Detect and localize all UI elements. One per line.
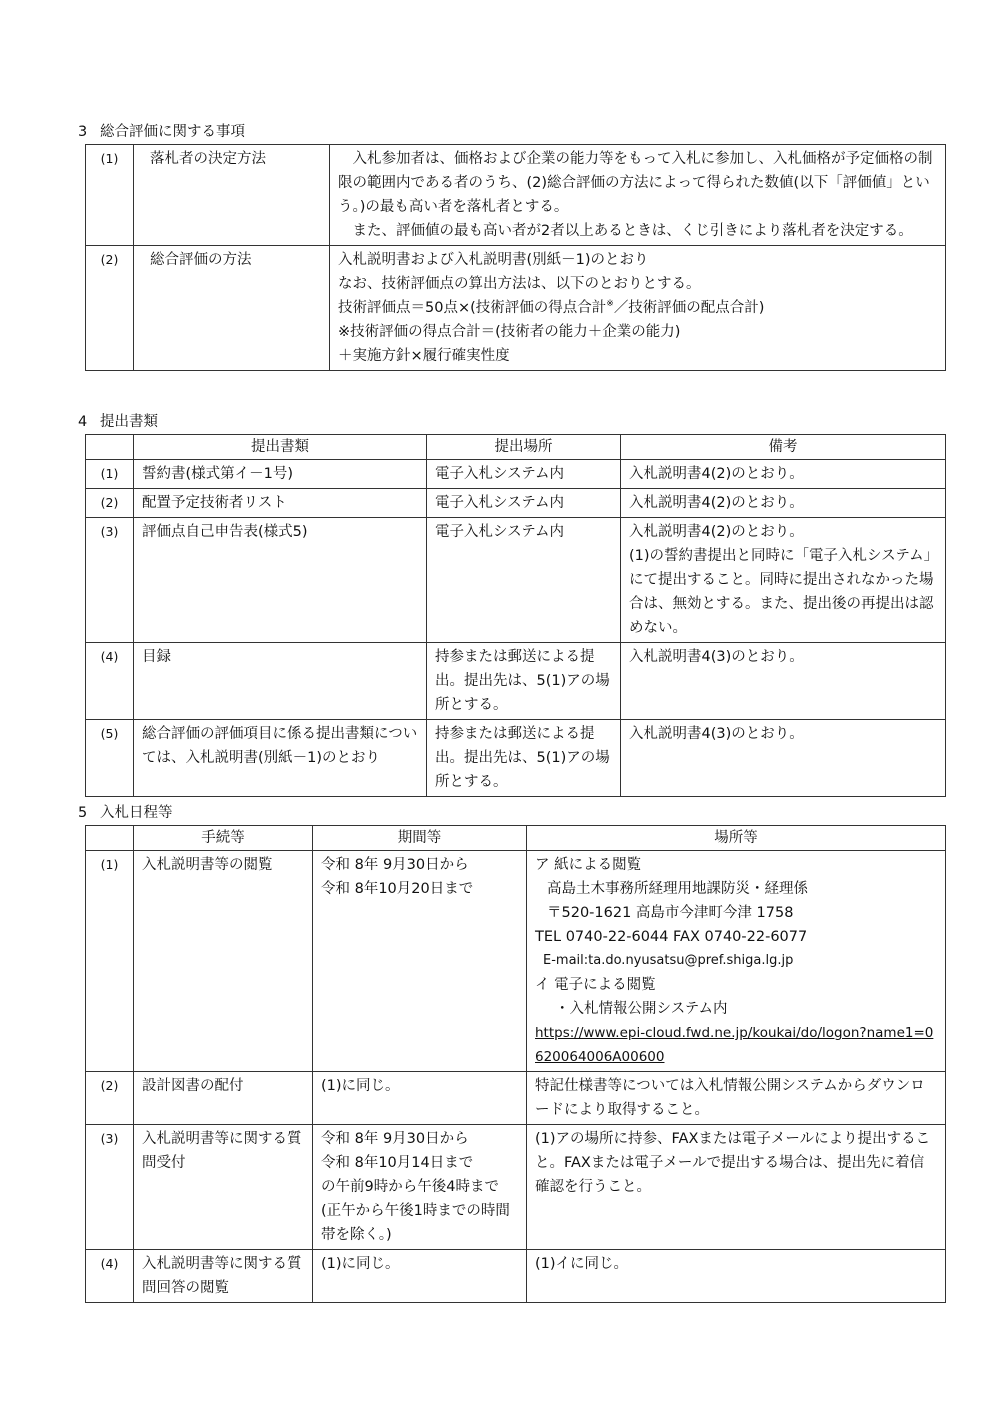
note-cell: 入札説明書4(2)のとおり。: [621, 460, 946, 489]
text-line: なお、技術評価点の算出方法は、以下のとおりとする。: [338, 276, 701, 292]
section3-heading: [78, 123, 245, 141]
table-row: [86, 720, 946, 797]
paragraph: また、評価値の最も高い者が2者以上あるときは、くじ引きにより落札者を決定する。: [352, 223, 913, 239]
note-detail: (1)の誓約書提出と同時に「電子入札システム」にて提出すること。同時に提出されなかった場合は、無効とする。また、提出後の再提出は認めない。: [629, 548, 934, 636]
email-line: E-mail:ta.do.nyusatsu@pref.shiga.lg.jp: [543, 953, 794, 968]
period-cell: [313, 851, 527, 1072]
procedure-cell: 入札説明書等に関する質問受付: [134, 1125, 313, 1250]
section4-table: [85, 434, 946, 797]
note-cell: 入札説明書4(2)のとおり。: [621, 489, 946, 518]
section5-heading: [78, 804, 173, 822]
row-number: (4): [86, 1250, 134, 1303]
note-cell: 入札説明書4(3)のとおり。: [621, 720, 946, 797]
doc-cell: 総合評価の評価項目に係る提出書類については、入札説明書(別紙－1)のとおり: [134, 720, 427, 797]
place-line: ア 紙による閲覧: [535, 857, 642, 873]
section3-table: [85, 144, 946, 371]
section5-table: [85, 825, 946, 1303]
place-cell: 持参または郵送による提出。提出先は、5(1)アの場所とする。: [427, 643, 621, 720]
period-line: 令和 8年10月14日まで: [321, 1155, 474, 1171]
column-header: 手続等: [134, 826, 313, 851]
table-row: [86, 246, 946, 371]
place-cell: [527, 851, 946, 1072]
formula-line: [338, 296, 937, 320]
place-cell: 持参または郵送による提出。提出先は、5(1)アの場所とする。: [427, 720, 621, 797]
table-row: [86, 643, 946, 720]
column-header: 提出書類: [134, 435, 427, 460]
row-number: (2): [86, 1072, 134, 1125]
address-line: 〒520-1621 高島市今津町今津 1758: [547, 905, 794, 921]
phone-fax-line: TEL 0740-22-6044 FAX 0740-22-6077: [535, 929, 808, 945]
section5-title: 入札日程等: [100, 805, 173, 821]
row-number: (5): [86, 720, 134, 797]
header-blank: [86, 435, 134, 460]
section3-title: 総合評価に関する事項: [100, 124, 245, 140]
place-cell: 特記仕様書等については入札情報公開システムからダウンロードにより取得すること。: [527, 1072, 946, 1125]
row-content: [330, 145, 946, 246]
section3-number: 3: [78, 124, 88, 140]
header-blank: [86, 826, 134, 851]
period-line: 令和 8年10月20日まで: [321, 881, 474, 897]
note-line: 入札説明書4(2)のとおり。: [629, 524, 804, 540]
column-header: 期間等: [313, 826, 527, 851]
table-header-row: [86, 435, 946, 460]
table-row: [86, 1250, 946, 1303]
url-link[interactable]: https://www.epi-cloud.fwd.ne.jp/koukai/do/logon?name1=0620064006A00600: [535, 1025, 934, 1065]
procedure-cell: 設計図書の配付: [134, 1072, 313, 1125]
paragraph: 入札参加者は、価格および企業の能力等をもって入札に参加し、入札価格が予定価格の制限の範囲内である者のうち、(2)総合評価の方法によって得られた数値(以下「評価値」という。)の最も高い者を落札者とする。: [338, 151, 933, 215]
place-cell: (1)イに同じ。: [527, 1250, 946, 1303]
table-row: [86, 145, 946, 246]
column-header: 場所等: [527, 826, 946, 851]
place-line: 高島土木事務所経理用地課防災・経理係: [547, 881, 808, 897]
doc-cell: 目録: [134, 643, 427, 720]
text-line: 入札説明書および入札説明書(別紙－1)のとおり: [338, 252, 649, 268]
period-line: 令和 8年 9月30日から: [321, 857, 469, 873]
section5-number: 5: [78, 805, 88, 821]
table-row: [86, 518, 946, 643]
table-header-row: [86, 826, 946, 851]
period-cell: (1)に同じ。: [313, 1072, 527, 1125]
row-number: (2): [86, 246, 134, 371]
row-number: (3): [86, 1125, 134, 1250]
place-cell: 電子入札システム内: [427, 518, 621, 643]
row-number: (2): [86, 489, 134, 518]
period-cell: (1)に同じ。: [313, 1250, 527, 1303]
note-cell: 入札説明書4(3)のとおり。: [621, 643, 946, 720]
place-cell: 電子入札システム内: [427, 489, 621, 518]
text-line: ※技術評価の得点合計＝(技術者の能力＋企業の能力): [338, 324, 681, 340]
row-content: [330, 246, 946, 371]
note-cell: [621, 518, 946, 643]
table-row: [86, 460, 946, 489]
procedure-cell: 入札説明書等の閲覧: [134, 851, 313, 1072]
period-cell: [313, 1125, 527, 1250]
section4-heading: [78, 413, 158, 431]
row-number: (1): [86, 460, 134, 489]
section4-number: 4: [78, 414, 88, 430]
period-line: の午前9時から午後4時まで(正午から午後1時までの時間帯を除く。): [321, 1179, 510, 1243]
row-item: 落札者の決定方法: [134, 145, 330, 246]
row-number: (1): [86, 145, 134, 246]
place-cell: (1)アの場所に持参、FAXまたは電子メールにより提出すること。FAXまたは電子メールで提出する場合は、提出先に着信確認を行うこと。: [527, 1125, 946, 1250]
place-cell: 電子入札システム内: [427, 460, 621, 489]
table-row: [86, 851, 946, 1072]
period-line: 令和 8年 9月30日から: [321, 1131, 469, 1147]
table-row: [86, 489, 946, 518]
place-line: ・入札情報公開システム内: [555, 1001, 728, 1017]
doc-cell: 配置予定技術者リスト: [134, 489, 427, 518]
footnote-mark: ※: [606, 299, 614, 310]
row-item: 総合評価の方法: [134, 246, 330, 371]
text-line: ＋実施方針×履行確実性度: [338, 348, 510, 364]
row-number: (3): [86, 518, 134, 643]
formula-part: 技術評価点＝50点×(技術評価の得点合計: [338, 300, 607, 316]
formula-part: ／技術評価の配点合計): [613, 300, 765, 316]
column-header: 備考: [621, 435, 946, 460]
table-row: [86, 1072, 946, 1125]
table-row: [86, 1125, 946, 1250]
procedure-cell: 入札説明書等に関する質問回答の閲覧: [134, 1250, 313, 1303]
section4-title: 提出書類: [100, 414, 158, 430]
place-line: イ 電子による閲覧: [535, 977, 656, 993]
row-number: (1): [86, 851, 134, 1072]
row-number: (4): [86, 643, 134, 720]
doc-cell: 評価点自己申告表(様式5): [134, 518, 427, 643]
column-header: 提出場所: [427, 435, 621, 460]
doc-cell: 誓約書(様式第イ－1号): [134, 460, 427, 489]
